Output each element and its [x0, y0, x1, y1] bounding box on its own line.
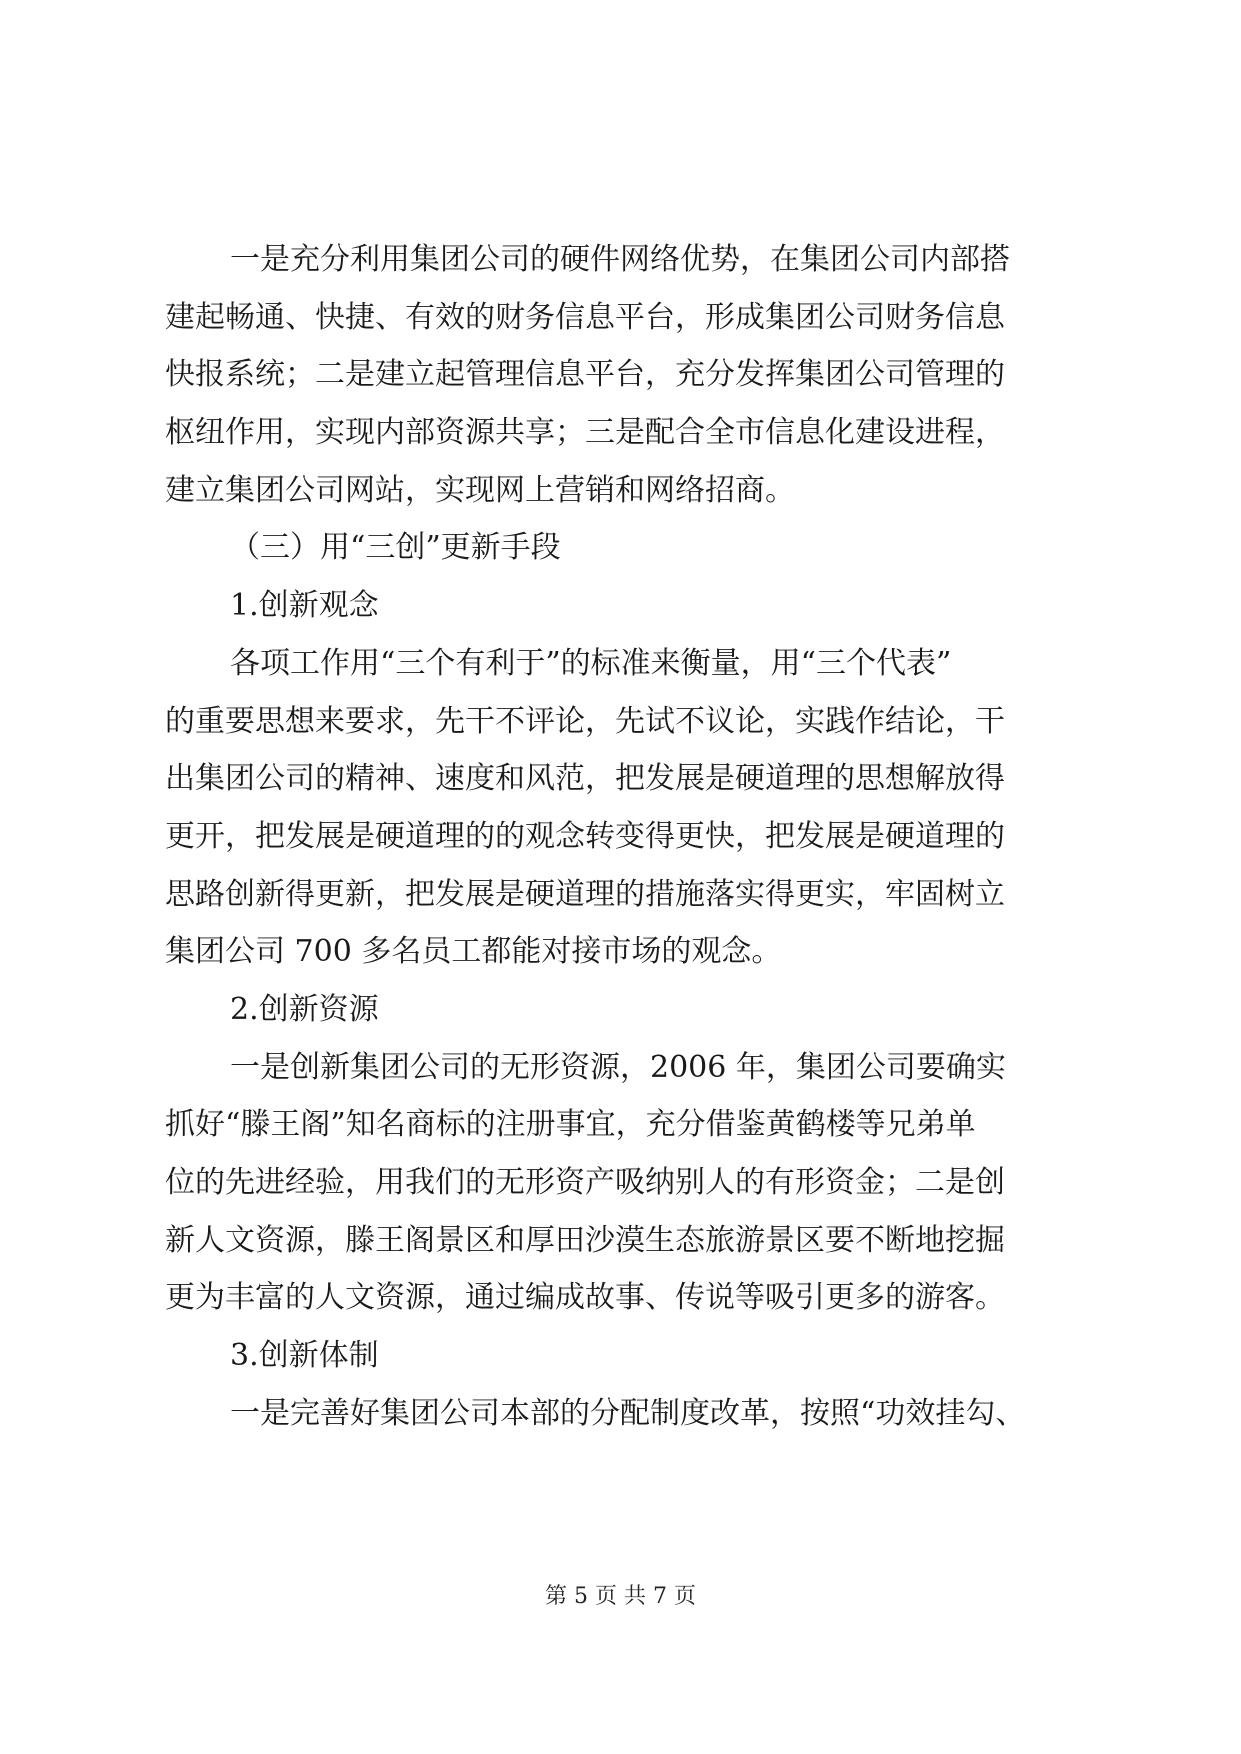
text-line: 快报系统；二是建立起管理信息平台，充分发挥集团公司管理的	[165, 357, 1005, 393]
text-line: 抓好“滕王阁”知名商标的注册事宜，充分借鉴黄鹤楼等兄弟单	[165, 1107, 976, 1143]
text-line: 集团公司 700 多名员工都能对接市场的观念。	[165, 934, 782, 970]
text-line: 思路创新得更新，把发展是硬道理的措施落实得更实，牢固树立	[165, 876, 1005, 912]
text-line: 位的先进经验，用我们的无形资产吸纳别人的有形资金；二是创	[165, 1165, 1005, 1200]
page-footer: 第 5 页 共 7 页	[545, 1584, 696, 1609]
text-line: 枢纽作用，实现内部资源共享；三是配合全市信息化建设进程，	[165, 415, 1005, 451]
text-line: 一是创新集团公司的无形资源，2006 年，集团公司要确实	[230, 1049, 1006, 1085]
text-line: 新人文资源，滕王阁景区和厚田沙漠生态旅游景区要不断地挖掘	[165, 1222, 1005, 1258]
text-line: 建起畅通、快捷、有效的财务信息平台，形成集团公司财务信息	[165, 299, 1005, 335]
text-line: （三）用“三创”更新手段	[230, 530, 561, 566]
text-line: 更为丰富的人文资源，通过编成故事、传说等吸引更多的游客。	[165, 1280, 1005, 1316]
text-line: 一是完善好集团公司本部的分配制度改革，按照“功效挂勾、	[230, 1395, 1026, 1431]
text-line: 更开，把发展是硬道理的的观念转变得更快，把发展是硬道理的	[165, 818, 1005, 854]
text-line: 的重要思想来要求，先干不评论，先试不议论，实践作结论，干	[165, 703, 1005, 739]
text-line: 一是充分利用集团公司的硬件网络优势，在集团公司内部搭	[230, 242, 1010, 277]
text-line: 3.创新体制	[230, 1338, 379, 1374]
text-line: 2.创新资源	[230, 991, 379, 1027]
text-line: 建立集团公司网站，实现网上营销和网络招商。	[165, 472, 795, 508]
text-line: 1.创新观念	[230, 588, 379, 624]
text-line: 各项工作用“三个有利于”的标准来衡量，用“三个代表”	[230, 645, 952, 681]
document-body	[165, 231, 1095, 1442]
text-line: 出集团公司的精神、速度和风范，把发展是硬道理的思想解放得	[165, 761, 1005, 797]
